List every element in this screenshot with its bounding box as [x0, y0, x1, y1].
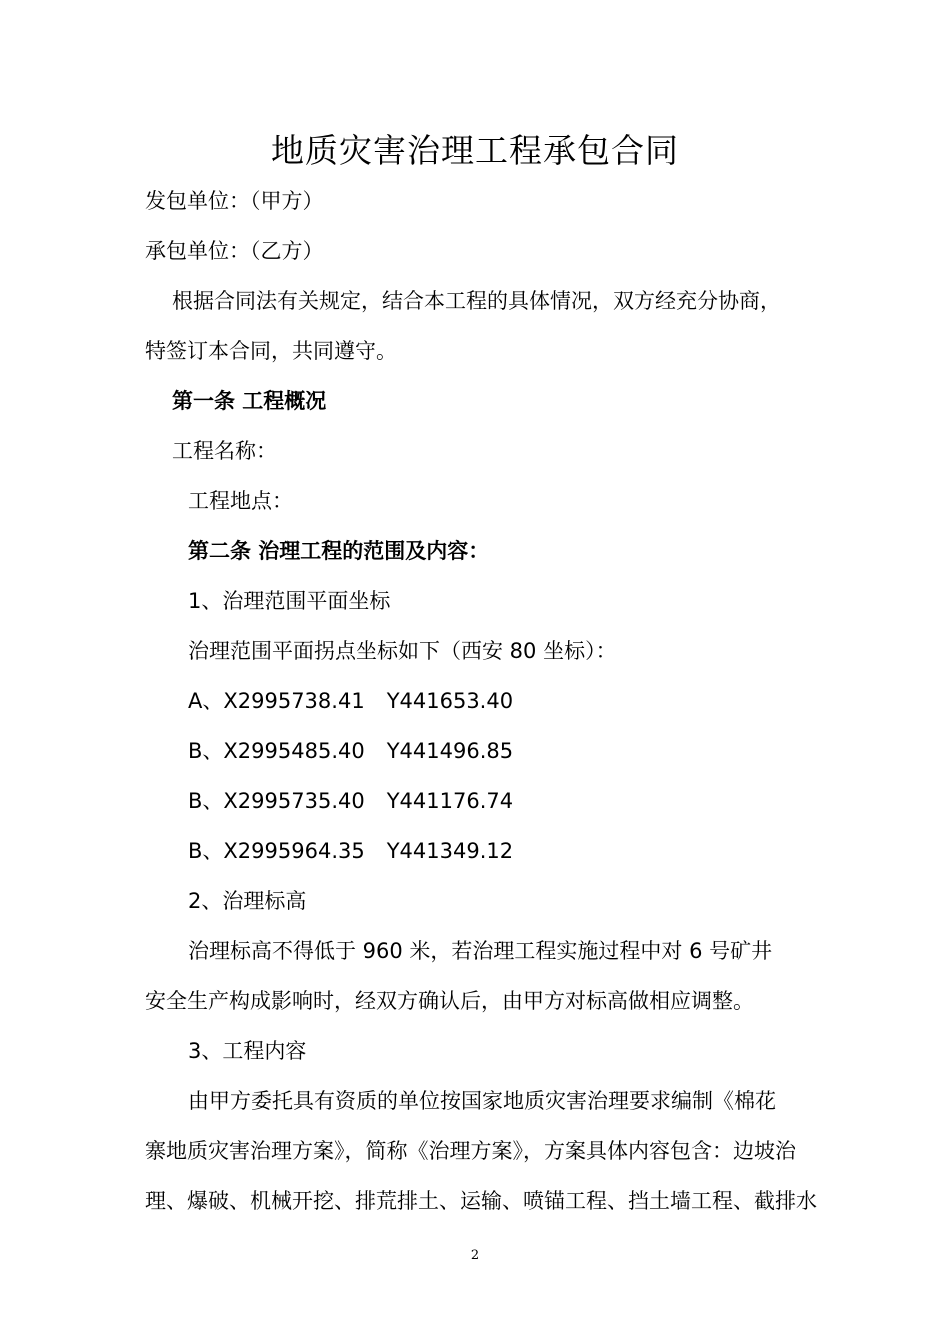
- coordinate-y: Y441653.40: [386, 689, 514, 713]
- coordinate-row: [188, 736, 513, 766]
- project-location-line: 工程地点：: [188, 489, 293, 513]
- coordinate-x: B、X2995485.40: [188, 739, 365, 763]
- coordinate-row: [188, 686, 513, 716]
- coordinate-y: Y441176.74: [386, 789, 514, 813]
- elevation-line-1: 治理标高不得低于 960 米，若治理工程实施过程中对 6 号矿井: [188, 939, 773, 963]
- document-title: 地质灾害治理工程承包合同: [271, 131, 679, 170]
- intro-line-2: 特签订本合同，共同遵守。: [145, 339, 397, 363]
- coordinate-y: Y441496.85: [386, 739, 514, 763]
- employer-line: 发包单位：（甲方）: [145, 189, 324, 213]
- section-2-title: 2、治理标高: [188, 889, 307, 913]
- coordinate-y: Y441349.12: [386, 839, 514, 863]
- article-2-heading: 第二条 治理工程的范围及内容：: [188, 539, 490, 563]
- coordinate-row: [188, 786, 513, 816]
- section-1-title: 1、治理范围平面坐标: [188, 589, 391, 613]
- page-number: 2: [470, 1248, 480, 1263]
- elevation-line-2: 安全生产构成影响时，经双方确认后，由甲方对标高做相应调整。: [145, 989, 754, 1013]
- coordinate-row: [188, 836, 513, 866]
- content-line-2: 寨地质灾害治理方案》，简称《治理方案》，方案具体内容包含：边坡治: [145, 1139, 796, 1163]
- coordinate-x: B、X2995964.35: [188, 839, 365, 863]
- intro-line-1: 根据合同法有关规定，结合本工程的具体情况，双方经充分协商，: [172, 289, 781, 313]
- content-line-1: 由甲方委托具有资质的单位按国家地质灾害治理要求编制《棉花: [188, 1089, 776, 1113]
- coordinates-intro: 治理范围平面拐点坐标如下（西安 80 坐标）：: [188, 639, 617, 663]
- section-3-title: 3、工程内容: [188, 1039, 307, 1063]
- coordinate-x: B、X2995735.40: [188, 789, 365, 813]
- project-name-line: 工程名称：: [172, 439, 277, 463]
- content-line-3: 理、爆破、机械开挖、排荒排土、运输、喷锚工程、挡土墙工程、截排水: [145, 1189, 817, 1213]
- article-1-heading: 第一条 工程概况: [172, 389, 327, 413]
- contractor-line: 承包单位：（乙方）: [145, 239, 324, 263]
- coordinate-x: A、X2995738.41: [188, 689, 365, 713]
